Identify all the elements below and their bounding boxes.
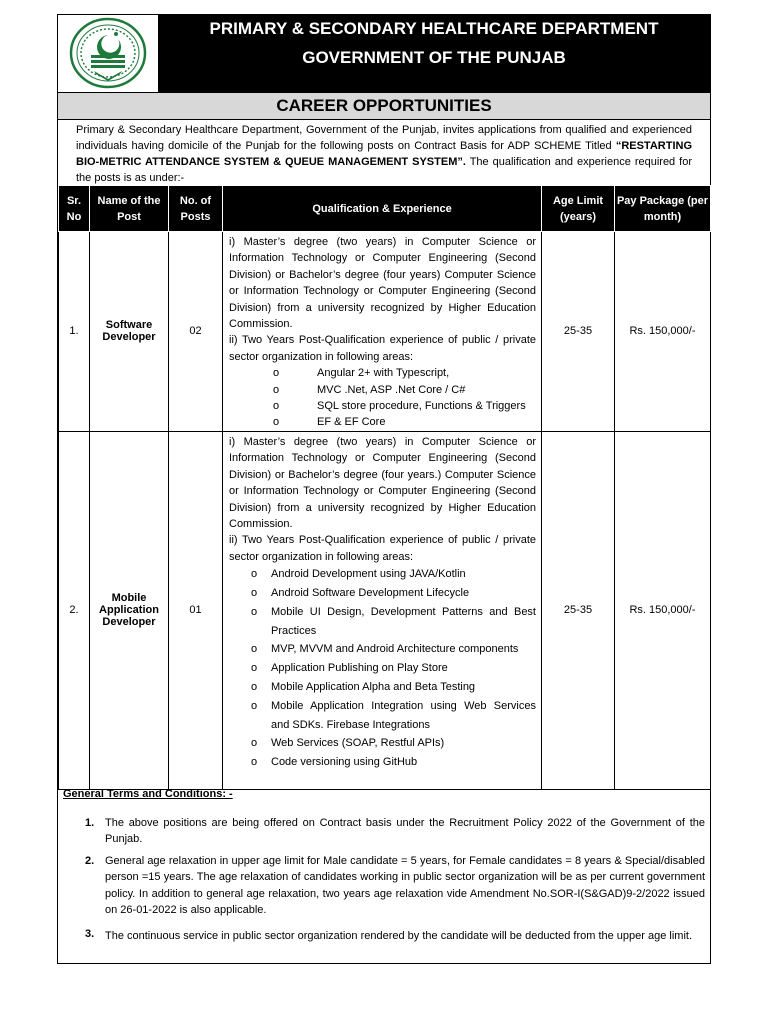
government-title: GOVERNMENT OF THE PUNJAB	[302, 48, 566, 67]
term-item: 1. The above positions are being offered on Contract basis under the Recruitment Policy 2022 of the Government of the Punjab.	[85, 817, 705, 846]
skills-list	[273, 365, 536, 431]
list-item: o Mobile UI Design, Development Patterns and Best Practices	[251, 605, 536, 637]
sr-cell: 2.	[59, 431, 90, 789]
terms-heading: General Terms and Conditions: -	[63, 788, 233, 800]
posts-count-cell: 01	[169, 431, 223, 789]
term-item: 2. General age relaxation in upper age limit for Male candidate = 5 years, for Female candidates = 8 years & Special/disabled person =15 years. The age relaxation of candidates working in public sector organization will be as per current government policy. In addition to general age relaxation, two years age relaxation vide Amendment No.SOR-I(S&GAD)9-2/2022 issued on 26-01-2022 is also applicable.	[85, 855, 705, 916]
qualification-cell	[223, 232, 542, 432]
posts-count-cell: 02	[169, 232, 223, 432]
qualification-degree: i) Master’s degree (two years) in Computer Science or Information Technology or Computer Engineering (Second Division) or Bachelor’s degree (four years) Computer Science or Information Technology or Computer Engineering (Second Division) from a university recognized by Higher Education Commission.	[229, 236, 536, 331]
list-item: o Mobile Application Alpha and Beta Testing	[251, 680, 476, 693]
list-item: o Android Software Development Lifecycle	[251, 586, 470, 599]
list-item: o MVP, MVVM and Android Architecture components	[251, 643, 519, 656]
age-limit-cell: 25-35	[542, 431, 615, 789]
pay-cell: Rs. 150,000/-	[615, 431, 711, 789]
header	[58, 15, 710, 92]
job-advertisement	[57, 14, 711, 964]
intro-text-end: The qualification and experience required for the posts is as under:-	[76, 156, 692, 184]
qualification-degree: i) Master’s degree (two years) in Computer Science or Information Technology or Computer Engineering (Second Division) or Bachelor’s degree (four years.) Computer Science or Information Technology or Computer Engineering (Second Division) from a university recognized by Higher Education Commission.	[229, 435, 536, 530]
list-item: o Mobile Application Integration using Web Services and SDKs. Firebase Integrations	[251, 699, 536, 731]
qualification-experience: ii) Two Years Post-Qualification experience of public / private sector organization in following areas:	[229, 334, 536, 363]
list-item: o Angular 2+ with Typescript,	[273, 367, 450, 380]
skills-list	[229, 565, 536, 772]
logo	[58, 15, 158, 92]
list-item: o Web Services (SOAP, Restful APIs)	[251, 737, 445, 750]
list-item: o Application Publishing on Play Store	[251, 662, 448, 675]
header-title-block	[158, 15, 710, 92]
qualification-cell	[223, 431, 542, 789]
column-header-qualification: Qualification & Experience	[223, 186, 542, 232]
list-item: o EF & EF Core	[273, 416, 386, 429]
column-header-age: Age Limit (years)	[542, 186, 615, 232]
pay-cell: Rs. 150,000/-	[615, 232, 711, 432]
qualification-experience: ii) Two Years Post-Qualification experience of public / private sector organization in following areas:	[229, 534, 536, 563]
career-banner: CAREER OPPORTUNITIES	[58, 92, 710, 120]
column-header-sr: Sr. No	[59, 186, 90, 232]
post-name-cell: Software Developer	[90, 232, 169, 432]
list-item: o SQL store procedure, Functions & Triggers	[273, 400, 526, 413]
age-limit-cell: 25-35	[542, 232, 615, 432]
list-item: o Code versioning using GitHub	[251, 756, 418, 769]
sr-cell: 1.	[59, 232, 90, 432]
punjab-government-seal-icon	[58, 15, 158, 92]
table-header-row	[59, 186, 711, 232]
column-header-pay: Pay Package (per month)	[615, 186, 711, 232]
column-header-posts: No. of Posts	[169, 186, 223, 232]
list-item: o MVC .Net, ASP .Net Core / C#	[273, 383, 466, 396]
scheme-title: “RESTARTING BIO-METRIC ATTENDANCE SYSTEM & QUEUE MANAGEMENT SYSTEM”.	[76, 140, 692, 168]
intro-text: Primary & Secondary Healthcare Department, Government of the Punjab, invites applications from qualified and experienced individuals having domicile of the Punjab for the following posts on Contract Basis for ADP SCHEME Titled	[76, 124, 692, 152]
table-row	[59, 431, 711, 789]
table-row	[59, 232, 711, 432]
term-item: 3. The continuous service in public sector organization rendered by the candidate will be deducted from the upper age limit.	[85, 928, 693, 942]
post-name-cell: Mobile Application Developer	[90, 431, 169, 789]
intro-paragraph	[76, 122, 692, 186]
column-header-name: Name of the Post	[90, 186, 169, 232]
department-title: PRIMARY & SECONDARY HEALTHCARE DEPARTMENT	[209, 19, 659, 38]
list-item: o Android Development using JAVA/Kotlin	[251, 568, 466, 581]
posts-table	[58, 185, 711, 790]
